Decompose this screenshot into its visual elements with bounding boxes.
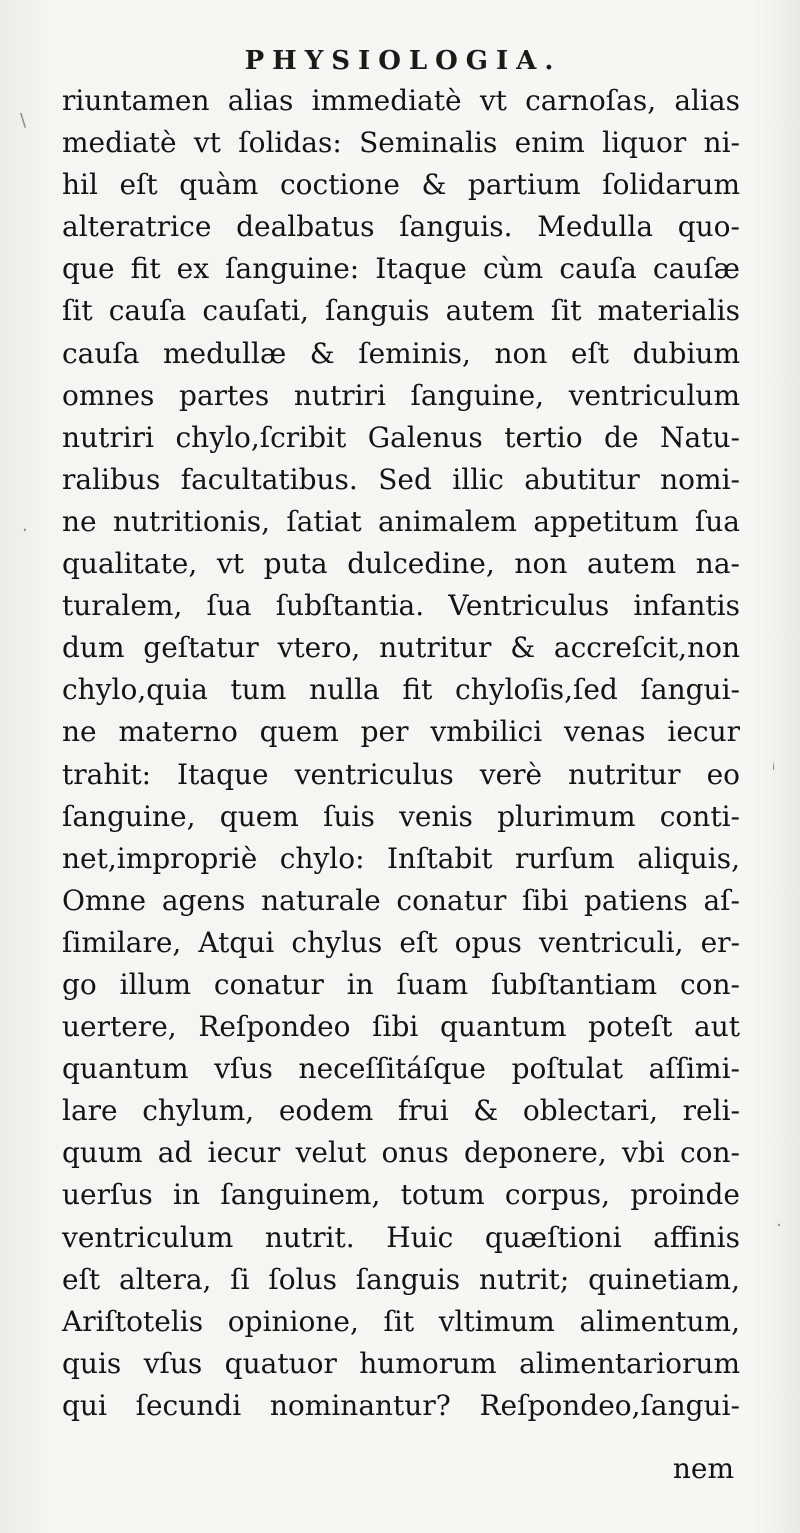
body-text xyxy=(62,80,740,1427)
text-line: lare chylum, eodem frui & oblectari, reli- xyxy=(62,1094,740,1128)
text-line: riuntamen alias immediatè vt carnoſas, alias xyxy=(62,84,740,117)
text-line: go illum conatur in ſuam ſubſtantiam con- xyxy=(62,967,740,1001)
margin-speck: · xyxy=(22,520,28,541)
text-line: ne nutritionis, ſatiat animalem appetitum ſua xyxy=(62,504,740,538)
text-line: qui ſecundi nominantur? Reſpondeo,ſangui- xyxy=(62,1388,740,1422)
margin-speck: ⁱ xyxy=(772,760,776,781)
text-line: quum ad iecur velut onus deponere, vbi con- xyxy=(62,1136,740,1170)
text-line: uerſus in ſanguinem, totum corpus, proinde xyxy=(62,1178,740,1212)
text-line: alteratrice dealbatus ſanguis. Medulla quo- xyxy=(62,210,740,244)
margin-speck: \ xyxy=(20,110,27,131)
text-line: ventriculum nutrit. Huic quæſtioni affinis xyxy=(62,1220,740,1254)
text-line: mediatè vt ſolidas: Seminalis enim liquor ni- xyxy=(62,126,740,160)
text-line: qualitate, vt puta dulcedine, non autem na- xyxy=(62,547,740,581)
running-head: PHYSIOLOGIA. xyxy=(244,46,562,76)
text-line: ralibus facultatibus. Sed illic abutitur nomi- xyxy=(62,462,740,496)
margin-speck: · xyxy=(776,1215,782,1236)
text-line: eſt altera, ſi ſolus ſanguis nutrit; quinetiam, xyxy=(62,1262,740,1296)
text-line: Ariſtotelis opinione, ſit vltimum alimentum, xyxy=(62,1304,740,1338)
text-line: uertere, Reſpondeo ſibi quantum poteſt aut xyxy=(62,1010,740,1044)
text-line: cauſa medullæ & ſeminis, non eſt dubium xyxy=(62,336,740,370)
text-line: omnes partes nutriri ſanguine, ventriculum xyxy=(62,378,740,412)
text-line: chylo,quia tum nulla fit chyloſis,ſed ſangui- xyxy=(62,673,740,707)
text-line: quantum vſus neceſſitáſque poſtulat aſſimi- xyxy=(62,1052,740,1086)
text-line: Omne agens naturale conatur ſibi patiens aſ- xyxy=(62,883,740,917)
text-line: ſit cauſa cauſati, ſanguis autem ſit materialis xyxy=(62,294,740,328)
text-line: nutriri chylo,ſcribit Galenus tertio de Natu- xyxy=(62,420,740,454)
catchword: nem xyxy=(672,1452,734,1485)
text-line: ſimilare, Atqui chylus eſt opus ventriculi, er- xyxy=(62,925,740,959)
text-line: turalem, ſua ſubſtantia. Ventriculus infantis xyxy=(62,589,740,623)
text-line: trahit: Itaque ventriculus verè nutritur eo xyxy=(62,757,740,791)
text-line: dum geſtatur vtero, nutritur & accreſcit,non xyxy=(62,631,740,665)
text-line: ſanguine, quem ſuis venis plurimum conti- xyxy=(62,799,740,833)
text-line: net,impropriè chylo: Inſtabit rurſum aliquis, xyxy=(62,841,740,875)
text-line: que fit ex ſanguine: Itaque cùm cauſa cauſæ xyxy=(62,252,740,286)
text-line: quis vſus quatuor humorum alimentariorum xyxy=(62,1346,740,1380)
text-line: hil eſt quàm coctione & partium ſolidarum xyxy=(62,168,740,202)
text-line: ne materno quem per vmbilici venas iecur xyxy=(62,715,740,749)
